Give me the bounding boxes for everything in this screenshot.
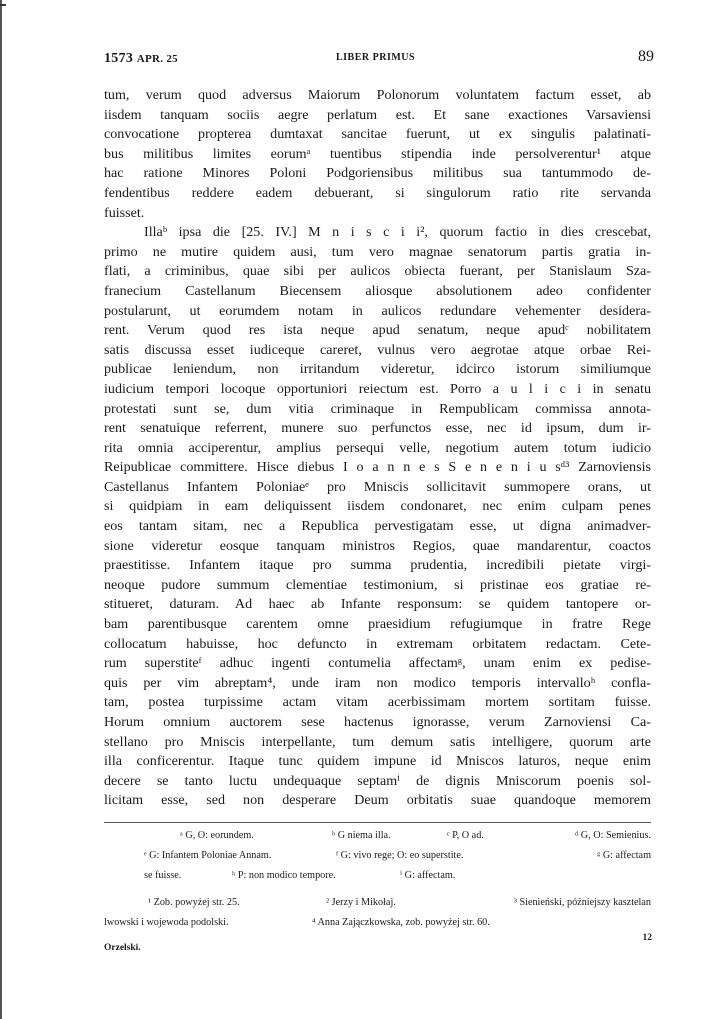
text-line: satis discussa esset iudiceque careret, vulnus vero aegrotae atque orbae Rei- bbox=[104, 341, 651, 358]
scan-edge bbox=[0, 0, 9, 1019]
text-line: convocatione propterea dumtaxat sancitae fuerunt, ut ex singulis palatinati- bbox=[104, 126, 651, 143]
footer-signature: Orzelski. bbox=[104, 943, 141, 953]
text-line: franecium Castellanum Biecensem aliosque absolutionem adeo confidenter bbox=[104, 282, 651, 299]
text-line: Illaᵇ ipsa die [25. IV.] M n i s c i i², quorum factio in dies crescebat, bbox=[144, 224, 651, 241]
text-line: protestati sunt se, dum vitia criminaque in Rempublicam commissa annota- bbox=[104, 400, 651, 417]
footnote: ᵍ G: affectam bbox=[597, 850, 651, 861]
footnote: ⁴ Anna Zajączkowska, zob. powyżej str. 60. bbox=[312, 917, 490, 928]
text-line: rita omnia acciperentur, amplius persequi velle, negotium autem totum iudicio bbox=[104, 439, 651, 456]
footnote: ᶠ G: vivo rege; O: eo superstite. bbox=[336, 850, 464, 861]
header-date bbox=[104, 50, 178, 67]
text-line: praestitisse. Infantem itaque pro summa prudentia, incredibili pietate virgi- bbox=[104, 557, 651, 574]
footnote-line bbox=[104, 846, 651, 866]
text-line: primo ne mutire quidem ausi, tum vero magnae senatorum partis gratia in- bbox=[104, 243, 651, 260]
text-line: decere se tanto luctu undequaque septamⁱ de dignis Mniscorum poenis sol- bbox=[104, 772, 651, 789]
text-line: collocatum habuisse, hoc defuncto in extremam orbitatem redactam. Cete- bbox=[104, 635, 651, 652]
text-line: tam, postea turpissime actam vitam acerbissimam mortem sortitam fuisse. bbox=[104, 694, 651, 711]
text-line: Castellanus Infantem Poloniaeᵉ pro Mniscis sollicitavit summopere orans, ut bbox=[104, 478, 651, 495]
header-month-day: APR. 25 bbox=[136, 53, 178, 65]
text-line: publicae leniendum, non irritandum videretur, idcirco istorum similiumque bbox=[104, 361, 651, 378]
footnote: ³ Sienieński, późniejszy kasztelan bbox=[513, 897, 651, 908]
footnote-line bbox=[104, 866, 651, 886]
text-line: Reipublicae committere. Hisce diebus I o a n n e s S e n e n i u sᵈ³ Zarnoviensis bbox=[104, 459, 651, 476]
text-line: tum, verum quod adversus Maiorum Polonorum voluntatem factum esset, ab bbox=[104, 87, 651, 103]
footnote-divider bbox=[104, 822, 651, 823]
text-line: neoque pudore summum clementiae testimonium, si pristinae eos gratiae re- bbox=[104, 576, 651, 593]
text-line: rent. Verum quod res ista neque apud senatum, neque apudᶜ nobilitatem bbox=[104, 322, 651, 339]
text-line: Horum omnium auctorem sese hactenus ignorasse, verum Zarnoviensi Ca- bbox=[104, 714, 651, 730]
footnote: ᵃ G, O: eorundem. bbox=[180, 830, 254, 841]
text-line: iudicium tempori locoque opportuniori reiectum est. Porro a u l i c i in senatu bbox=[104, 380, 651, 397]
text-line: flati, a criminibus, quae sibi per aulicos obiecta fuerant, per Stanislaum Sza- bbox=[104, 263, 651, 280]
footnote-line bbox=[104, 893, 651, 913]
text-line: fuisset. bbox=[104, 204, 145, 221]
text-line: licitam esse, sed non desperare Deum orbitatis suae quandoque memorem bbox=[104, 792, 651, 809]
footnote: ᵇ G niema illa. bbox=[332, 830, 391, 841]
header-year: 1573 bbox=[104, 51, 134, 66]
text-line: stitueret, daturam. Ad haec ab Infante responsum: se quidem tantopere or- bbox=[104, 596, 651, 613]
running-header bbox=[104, 48, 654, 70]
text-line: postularunt, ut eorumdem notam in aulicos redundare vehementer desidera- bbox=[104, 302, 651, 319]
text-line: rent senatuique referrent, munere suo perfunctos esse, nec id ipsum, dum ir- bbox=[104, 420, 651, 437]
text-line: quis per vim abreptam⁴, unde iram non modico temporis intervalloʰ confla- bbox=[104, 674, 651, 691]
main-text bbox=[104, 86, 651, 811]
text-line: bus militibus limites eorumᵃ tuentibus stipendia inde persolverentur¹ atque bbox=[104, 145, 651, 162]
textual-apparatus bbox=[104, 826, 651, 886]
text-line: rum superstiteᶠ adhuc ingenti contumelia affectamᵍ, unam enim ex pedise- bbox=[104, 655, 651, 672]
text-line: stellano pro Mniscis interpellante, tum demum satis intelligere, quorum arte bbox=[104, 733, 651, 750]
text-line: sione videretur eosque tanquam ministros Regios, quae mandarentur, coactos bbox=[104, 537, 651, 554]
footer-sheet-number: 12 bbox=[642, 933, 652, 943]
scan-corner-mark bbox=[0, 4, 6, 6]
footnote: ᶜ P, O ad. bbox=[447, 830, 484, 841]
footnote: se fuisse. bbox=[144, 870, 182, 881]
footnote-line bbox=[104, 826, 651, 846]
footnote: ʰ P: non modico tempore. bbox=[232, 870, 336, 881]
footnote-line bbox=[104, 913, 651, 933]
footnote: ᵈ G, O: Semienius. bbox=[575, 830, 651, 841]
text-line: si quidpiam in eam deliquissent iisdem condonaret, nec enim culpam penes bbox=[104, 498, 651, 515]
text-line: hac ratione Minores Poloni Podgoriensibus militibus sua tantummodo de- bbox=[104, 165, 651, 182]
footnote: ᵉ G: Infantem Poloniae Annam. bbox=[144, 850, 272, 861]
footnote: ² Jerzy i Mikołaj. bbox=[326, 897, 396, 908]
header-book-title: LIBER PRIMUS bbox=[336, 52, 416, 63]
footnote: ⁱ G: affectam. bbox=[400, 870, 456, 881]
page-number: 89 bbox=[638, 48, 654, 65]
editorial-notes bbox=[104, 893, 651, 933]
text-line: fendentibus reddere eadem debuerant, si singulorum ratio rite servanda bbox=[104, 184, 651, 201]
footnote: lwowski i wojewoda podolski. bbox=[104, 917, 229, 928]
text-line: bam parentibusque carentem omne praesidium refugiumque in fratre Rege bbox=[104, 616, 651, 633]
text-line: iisdem tanquam sociis aegre perlatum est. Et sane exactiones Varsaviensi bbox=[104, 106, 651, 123]
text-line: illa conficerentur. Itaque tunc quidem impune id Mniscos laturos, neque enim bbox=[104, 753, 651, 770]
text-line: eos tantam sitam, nec a Republica pervestigatam esse, ut digna animadver- bbox=[104, 518, 651, 535]
footnote: ¹ Zob. powyżej str. 25. bbox=[148, 897, 240, 908]
